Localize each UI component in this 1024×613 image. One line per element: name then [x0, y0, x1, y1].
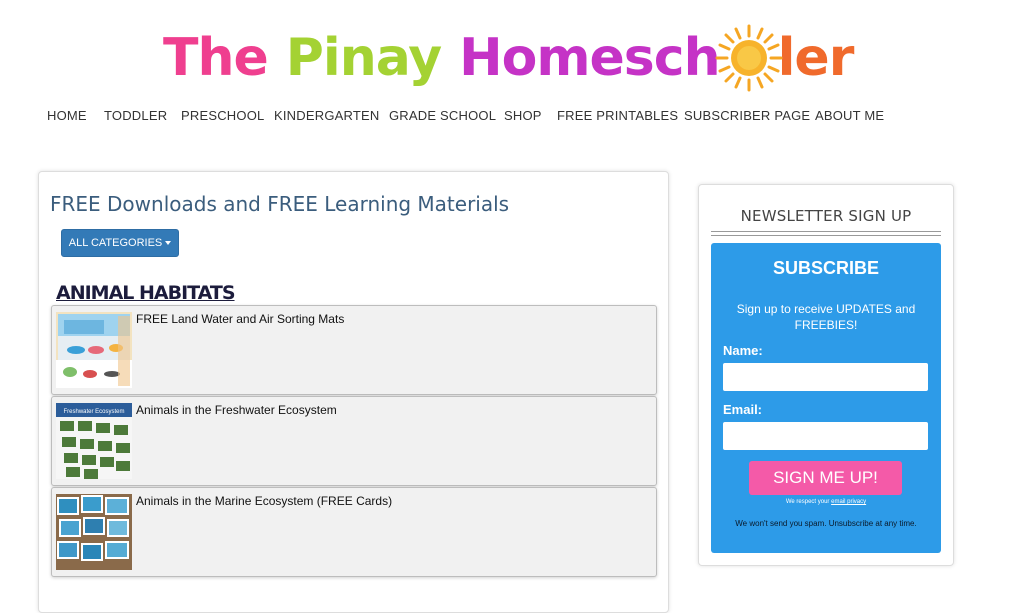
item-title[interactable]: Animals in the Freshwater Ecosystem: [136, 403, 337, 417]
nav-shop[interactable]: SHOP: [504, 108, 542, 123]
download-item[interactable]: [51, 305, 657, 395]
subscribe-title: SUBSCRIBE: [772, 258, 879, 278]
nav-free-printables[interactable]: FREE PRINTABLES: [557, 108, 679, 123]
logo-word-pinay: Pinay: [285, 28, 442, 88]
caret-down-icon: [165, 241, 171, 245]
thumbnail-marine[interactable]: [56, 494, 132, 570]
item-title[interactable]: FREE Land Water and Air Sorting Mats: [136, 312, 345, 326]
email-privacy-link[interactable]: email privacy: [831, 499, 867, 505]
page-title: FREE Downloads and FREE Learning Materials: [50, 192, 510, 216]
no-spam-note: We won't send you spam. Unsubscribe at any time.: [735, 519, 917, 528]
item-title[interactable]: Animals in the Marine Ecosystem (FREE Cards): [136, 494, 393, 508]
name-input[interactable]: [723, 363, 928, 391]
nav-subscriber-page[interactable]: SUBSCRIBER PAGE: [684, 108, 811, 123]
newsletter-heading: NEWSLETTER SIGN UP: [740, 207, 912, 225]
newsletter-widget: [698, 184, 954, 566]
nav-kindergarten[interactable]: KINDERGARTEN: [274, 108, 380, 123]
download-item[interactable]: [51, 396, 657, 486]
email-input[interactable]: [723, 422, 928, 450]
thumbnail-land-water-air[interactable]: [56, 312, 132, 388]
logo-word-homesch: Homesch: [459, 28, 720, 88]
downloads-panel: [38, 171, 669, 613]
nav-about-me[interactable]: ABOUT ME: [815, 108, 885, 123]
privacy-note: [711, 499, 941, 505]
name-label: Name:: [723, 343, 763, 358]
privacy-prefix: We respect your: [785, 499, 830, 505]
download-item[interactable]: [51, 487, 657, 577]
nav-home[interactable]: HOME: [47, 108, 87, 123]
nav-preschool[interactable]: PRESCHOOL: [181, 108, 265, 123]
sun-icon: [721, 30, 777, 86]
section-title[interactable]: ANIMAL HABITATS: [56, 282, 235, 304]
heading-divider: [711, 231, 941, 236]
all-categories-dropdown[interactable]: [61, 229, 179, 257]
nav-toddler[interactable]: TODDLER: [104, 108, 168, 123]
thumbnail-freshwater[interactable]: [56, 403, 132, 479]
nav-grade-school[interactable]: GRADE SCHOOL: [389, 108, 497, 123]
subscribe-description: Sign up to receive UPDATES and FREEBIES!: [736, 302, 916, 332]
email-label: Email:: [723, 402, 763, 417]
subscribe-form: [711, 243, 941, 553]
all-categories-label: ALL CATEGORIES: [68, 237, 163, 249]
logo-word-ler: ler: [777, 28, 854, 88]
thumbnail-caption: Freshwater Ecosystem: [63, 409, 125, 415]
main-nav: [0, 108, 1024, 126]
sign-me-up-button[interactable]: SIGN ME UP!: [749, 461, 902, 495]
logo-word-the: The: [163, 28, 268, 88]
site-logo[interactable]: [163, 18, 853, 98]
